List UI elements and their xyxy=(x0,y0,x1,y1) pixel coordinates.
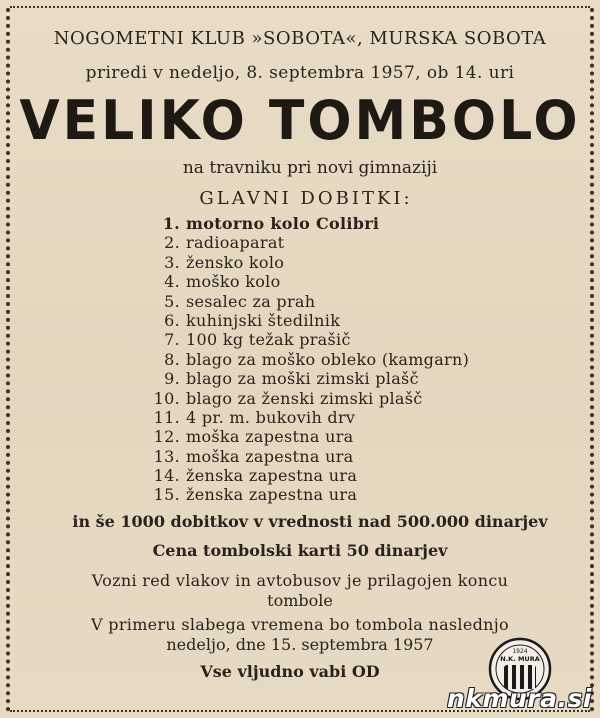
prize-text: ženska zapestna ura xyxy=(186,485,358,505)
prize-number: 11. xyxy=(153,407,180,427)
prize-item xyxy=(146,447,546,466)
prize-number: 10. xyxy=(153,388,180,408)
prize-number: 1. xyxy=(162,214,180,233)
prize-number: 9. xyxy=(164,369,180,389)
prize-number: 5. xyxy=(164,291,180,311)
date-line: priredi v nedeljo, 8. septembra 1957, ob 14. uri xyxy=(85,63,515,83)
prize-number: 8. xyxy=(164,349,180,369)
weather-line-1: V primeru slabega vremena bo tombola naslednjo xyxy=(91,615,509,634)
logo-name: N.K. MURA xyxy=(500,655,540,663)
prize-item xyxy=(146,330,546,349)
prize-text: ženska zapestna ura xyxy=(186,466,358,486)
prize-number: 14. xyxy=(153,466,180,486)
more-prizes-line: in še 1000 dobitkov v vrednosti nad 500.000 dinarjev xyxy=(72,512,548,531)
transport-line-1: Vozni red vlakov in avtobusov je prilagojen koncu xyxy=(91,571,509,590)
prize-number: 12. xyxy=(153,427,180,447)
prize-text: sesalec za prah xyxy=(186,291,316,311)
prize-text: 4 pr. m. bukovih drv xyxy=(186,407,356,427)
prize-text: blago za ženski zimski plašč xyxy=(186,388,423,408)
prize-item xyxy=(146,369,546,388)
prize-text: moška zapestna ura xyxy=(186,427,354,447)
prize-number: 4. xyxy=(164,272,180,292)
venue-line: na travniku pri novi gimnaziji xyxy=(182,158,438,178)
prize-text: moško kolo xyxy=(186,272,281,292)
prize-text: moška zapestna ura xyxy=(186,446,354,466)
club-line: NOGOMETNI KLUB »SOBOTA«, MURSKA SOBOTA xyxy=(53,28,547,49)
prize-text: blago za moško obleko (kamgarn) xyxy=(186,349,470,369)
prize-number: 15. xyxy=(153,485,180,505)
invite-line: Vse vljudno vabi OD xyxy=(200,662,380,681)
prize-item xyxy=(146,466,546,485)
weather-line-2: nedeljo, dne 15. septembra 1957 xyxy=(166,635,434,654)
prize-text: kuhinjski štedilnik xyxy=(186,310,341,330)
ticket-price-line: Cena tombolski karti 50 dinarjev xyxy=(152,541,448,560)
logo-year: 1924 xyxy=(512,648,528,655)
prize-text: radioaparat xyxy=(186,233,285,253)
prize-text: blago za moški zimski plašč xyxy=(186,369,419,389)
watermark-text: nkmura.si xyxy=(447,684,592,713)
prize-number: 2. xyxy=(164,233,180,253)
prize-text: motorno kolo Colibri xyxy=(186,214,380,233)
border-top xyxy=(10,6,590,10)
prize-number: 7. xyxy=(164,330,180,350)
prize-list xyxy=(146,214,546,505)
prize-number: 3. xyxy=(164,252,180,272)
prize-item xyxy=(146,214,546,233)
prize-item xyxy=(146,408,546,427)
prize-item xyxy=(146,427,546,446)
prizes-heading: GLAVNI DOBITKI: xyxy=(199,188,413,209)
prize-item xyxy=(146,272,546,291)
prize-item xyxy=(146,350,546,369)
prize-number: 13. xyxy=(153,446,180,466)
prize-item xyxy=(146,389,546,408)
prize-item xyxy=(146,233,546,252)
transport-line-2: tombole xyxy=(267,591,333,610)
prize-item xyxy=(146,311,546,330)
prize-item xyxy=(146,292,546,311)
prize-item xyxy=(146,253,546,272)
prize-number: 6. xyxy=(164,310,180,330)
prize-text: 100 kg težak prašič xyxy=(186,330,351,350)
prize-item xyxy=(146,485,546,504)
prize-text: žensko kolo xyxy=(186,252,285,272)
poster-title: VELIKO TOMBOLO xyxy=(19,89,581,153)
